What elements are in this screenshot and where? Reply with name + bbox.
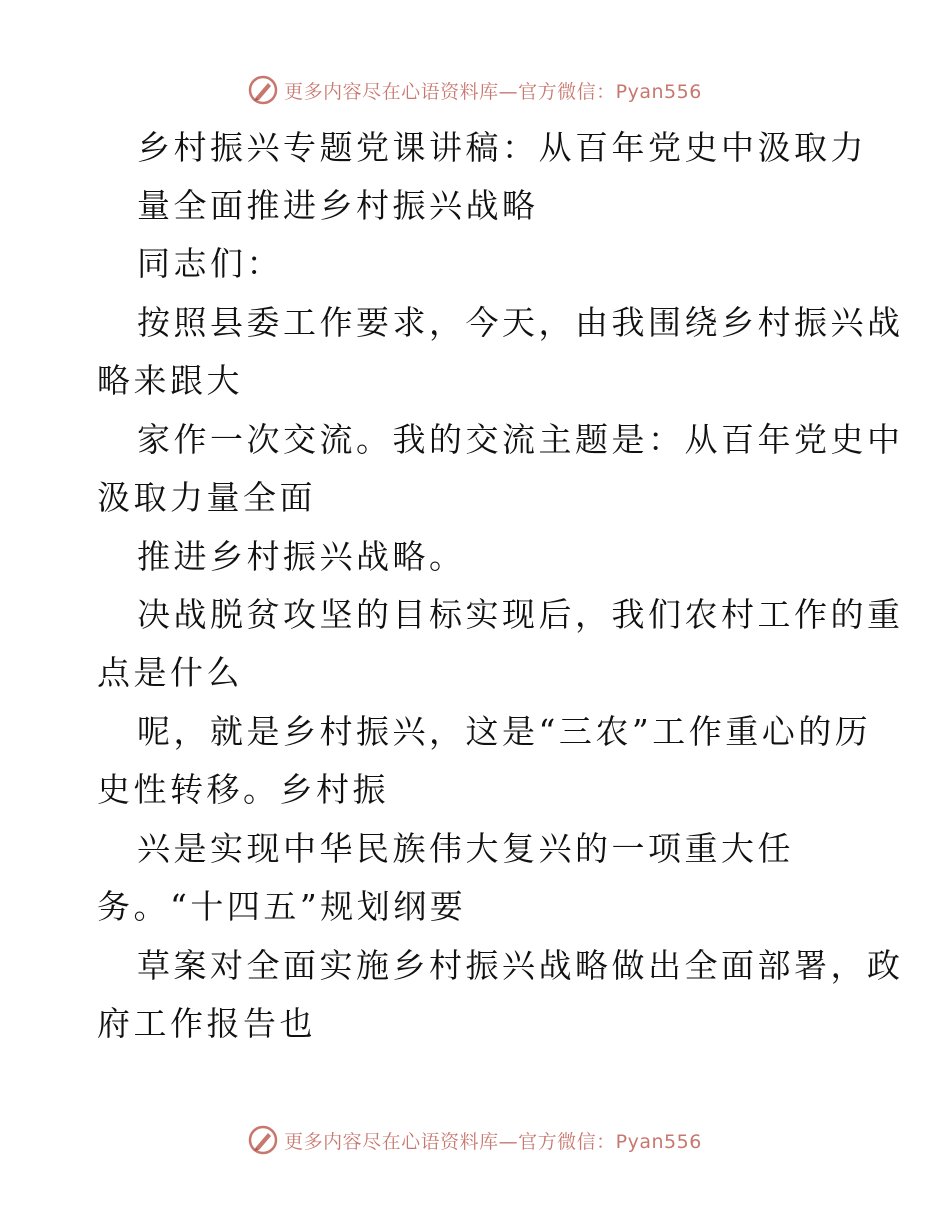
- title-line-1: 乡村振兴专题党课讲稿：从百年党史中汲取力: [137, 128, 867, 167]
- body-line: 推进乡村振兴战略。: [137, 537, 466, 576]
- body-line: 呢，就是乡村振兴，这是“三农”工作重心的历: [137, 712, 872, 751]
- body-line: 史性转移。乡村振: [97, 770, 389, 809]
- body-line: 汲取力量全面: [97, 478, 316, 517]
- body-line: 决战脱贫攻坚的目标实现后，我们农村工作的重: [137, 595, 904, 634]
- body-line: 略来跟大: [97, 361, 243, 400]
- watermark-text: 更多内容尽在心语资料库—官方微信：Pyan556: [284, 80, 702, 103]
- body-line: 草案对全面实施乡村振兴战略做出全面部署，政: [137, 946, 904, 985]
- salutation: 同志们：: [137, 244, 283, 283]
- footer-watermark: [0, 1120, 950, 1160]
- body-line: 按照县委工作要求，今天，由我围绕乡村振兴战: [137, 303, 904, 342]
- body-line: 府工作报告也: [97, 1004, 316, 1043]
- body-line: 点是什么: [97, 653, 243, 692]
- title-line-2: 量全面推进乡村振兴战略: [137, 186, 539, 225]
- pen-logo-icon: [248, 75, 278, 105]
- body-line: 家作一次交流。我的交流主题是：从百年党史中: [137, 420, 904, 459]
- pen-logo-icon: [248, 1125, 278, 1155]
- body-line: 兴是实现中华民族伟大复兴的一项重大任: [137, 829, 794, 868]
- body-line: 务。“十四五”规划纲要: [97, 887, 467, 926]
- watermark-text: 更多内容尽在心语资料库—官方微信：Pyan556: [284, 1130, 702, 1153]
- header-watermark: [0, 70, 950, 110]
